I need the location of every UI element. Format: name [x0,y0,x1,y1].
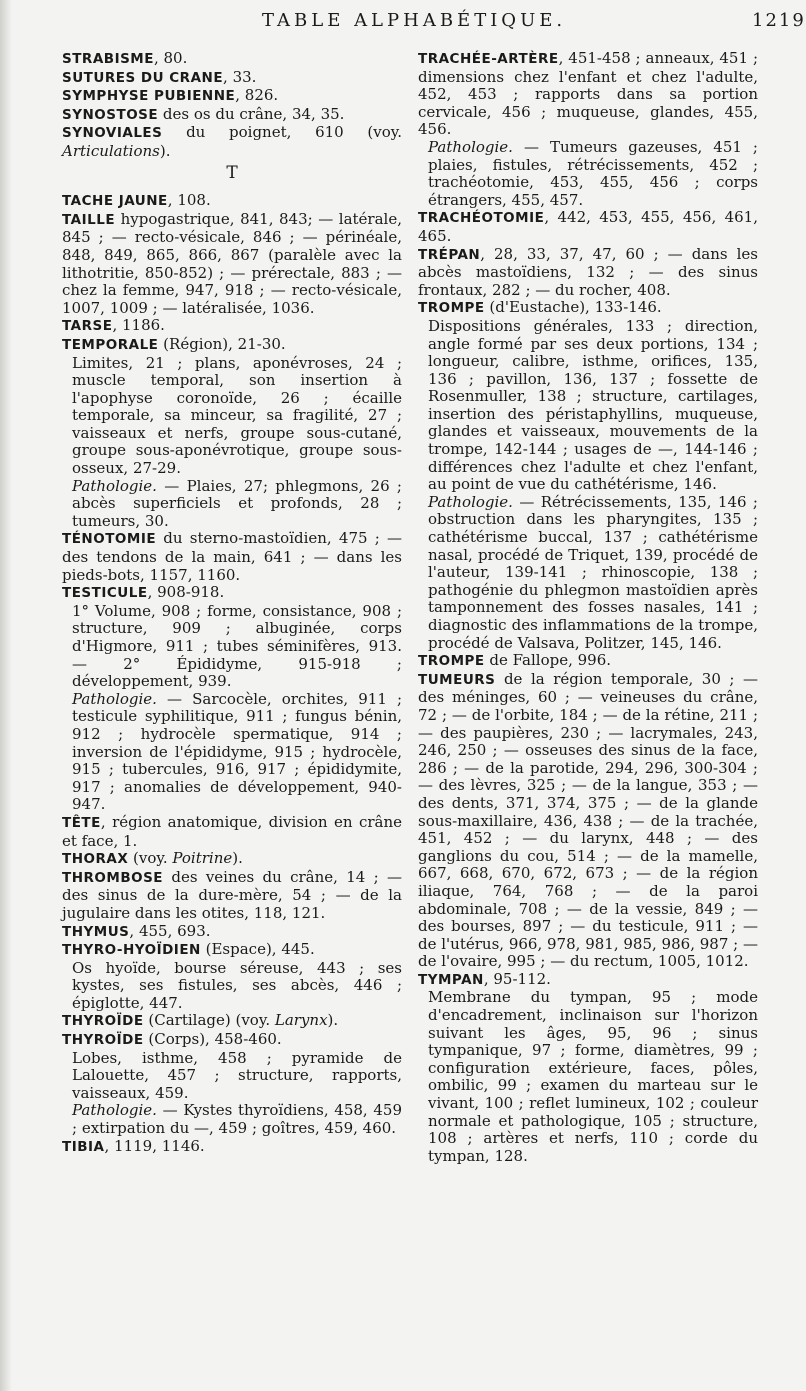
index-entry: STRABISME, 80. [62,49,188,67]
index-entry: THYROÏDE (Corps), 458-460. [62,1030,282,1049]
index-subentry: Dispositions générales, 133 ; direction, angle formé par ses deux portions, 134 ; longueur, calibre, isthme, orifices, 135, 136 ; pavillon, 136, 137 ; fossette de Rosenmuller, 138 ; structure, cartilages, insertion des péristaphyllins, muqueuse, glandes et vaisseaux, mouvements de la trompe, 142-144 ; usages de —, 144-146 ; différences chez l'adulte et chez l'enfant, au point de vue du cathétérisme, 146. [428,316,758,494]
index-subentry: Pathologie. — Kystes thyroïdiens, 458, 459 ; extirpation du —, 459 ; goîtres, 459, 460. [72,1101,402,1138]
index-entry: SYNOVIALES du poignet, 610 (voy. Articulations). [62,123,402,160]
cross-reference: Poitrine [172,849,233,868]
index-entry: THORAX (voy. Poitrine). [62,849,243,868]
index-entry: TRÉPAN, 28, 33, 37, 47, 60 ; — dans les abcès mastoïdiens, 132 ; — des sinus frontaux, 282 ; — du rocher, 408. [418,244,758,299]
running-title: TABLE ALPHABÉTIQUE. [262,10,567,31]
left-column [62,50,402,1156]
index-subentry: 1° Volume, 908 ; forme, consistance, 908 ; structure, 909 ; albuginée, corps d'Higmore, 911 ; tubes séminifères, 913. — 2° Épididyme, 915-918 ; développement, 939. [72,601,402,691]
index-subentry: Membrane du tympan, 95 ; mode d'encadrement, inclinaison sur l'horizon suivant les âges, 95, 96 ; sinus tympanique, 97 ; forme, diamètres, 99 ; configuration extérieure, faces, pôles, ombilic, 99 ; examen du marteau sur le vivant, 100 ; reflet lumineux, 102 ; couleur normale et pathologique, 105 ; structure, 108 ; artères et nerfs, 110 ; corde du tympan, 128. [428,988,758,1165]
index-entry: SYMPHYSE PUBIENNE, 826. [62,86,279,105]
index-subentry: Os hyoïde, bourse séreuse, 443 ; ses kystes, ses fistules, ses abcès, 446 ; épiglotte, 447. [72,958,402,1012]
index-subentry: Pathologie. — Plaies, 27; phlegmons, 26 ; abcès superficiels et profonds, 28 ; tumeurs, 30. [72,476,402,530]
right-column [418,50,758,1165]
index-entry: TAILLE hypogastrique, 841, 843; — latérale, 845 ; — recto-vésicale, 846 ; — périnéale, 848, 849, 865, 866, 867 (paralèle avec la lithotritie, 850-852) ; — prérectale, 883 ; — chez la femme, 947, 918 ; — recto-vésicale, 1007, 1009 ; — latéralisée, 1036. [62,209,402,317]
index-entry: TROMPE (d'Eustache), 133-146. [418,298,662,317]
page-number: 1219 [752,10,806,31]
index-entry: TUMEURS de la région temporale, 30 ; — des méninges, 60 ; — veineuses du crâne, 72 ; — de l'orbite, 184 ; — de la rétine, 211 ; — des paupières, 230 ; — lacrymales, 243, 246, 250 ; — osseuses des sinus de la face, 286 ; — de la parotide, 294, 296, 300-304 ; — des lèvres, 325 ; — de la langue, 353 ; — des dents, 371, 374, 375 ; — de la glande sous-maxillaire, 436, 438 ; — de la trachée, 451, 452 ; — du larynx, 448 ; — des ganglions du cou, 514 ; — de la mamelle, 667, 668, 670, 672, 673 ; — de la région iliaque, 764, 768 ; — de la paroi abdominale, 708 ; — de la vessie, 849 ; — des bourses, 897 ; — du testicule, 911 ; — de l'utérus, 966, 978, 981, 985, 986, 987 ; — de l'ovaire, 995 ; — du rectum, 1005, 1012. [418,669,758,971]
index-entry: SUTURES DU CRANE, 33. [62,67,257,86]
index-entry: TACHE JAUNE, 108. [62,191,211,210]
index-subentry: Limites, 21 ; plans, aponévroses, 24 ; muscle temporal, son insertion à l'apophyse coronoïde, 26 ; écaille temporale, sa minceur, sa fragilité, 27 ; vaisseaux et nerfs, groupe sous-cutané, groupe sous-aponévrotique, groupe sous-osseux, 27-29. [72,353,402,478]
index-entry: TRACHÉE-ARTÈRE, 451-458 ; anneaux, 451 ; dimensions chez l'enfant et chez l'adulte, 452, 453 ; rapports dans sa portion cervicale, 456 ; muqueuse, glandes, 455, 456. [418,49,758,139]
index-subentry: Lobes, isthme, 458 ; pyramide de Lalouette, 457 ; structure, rapports, vaisseaux, 459. [72,1048,402,1102]
index-subentry: Pathologie. — Sarcocèle, orchites, 911 ; testicule syphilitique, 911 ; fungus bénin, 912 ; hydrocèle spermatique, 914 ; inversion de l'épididyme, 915 ; hydrocèle, 915 ; tubercules, 916, 917 ; épididymite, 917 ; anomalies de développement, 940-947. [72,689,402,814]
page-edge-shadow [0,0,12,1391]
section-letter: T [226,162,238,183]
cross-reference: Articulations [62,141,160,160]
index-entry: TIBIA, 1119, 1146. [62,1136,205,1155]
index-entry: THYROÏDE (Cartilage) (voy. Larynx). [62,1011,339,1030]
index-entry: THYRO-HYOÏDIEN (Espace), 445. [62,940,315,959]
cross-reference: Larynx [274,1011,328,1030]
index-subentry: Pathologie. — Rétrécissements, 135, 146 ; obstruction dans les pharyngites, 135 ; cathétérisme buccal, 137 ; cathétérisme nasal, procédé de Triquet, 139, procédé de l'auteur, 139-141 ; rhinoscopie, 138 ; pathogénie du phlegmon mastoïdien après tamponnement des fosses nasales, 141 ; diagnostic des inflammations de la trompe, procédé de Valsava, Politzer, 145, 146. [428,492,758,652]
index-entry: TÉNOTOMIE du sterno-mastoïdien, 475 ; — des tendons de la main, 641 ; — dans les pieds-bots, 1157, 1160. [62,529,402,584]
index-entry: THROMBOSE des veines du crâne, 14 ; — des sinus de la dure-mère, 54 ; — de la jugulaire dans les otites, 118, 121. [62,867,402,922]
index-entry: TÊTE, région anatomique, division en crâne et face, 1. [62,812,402,850]
index-entry: TRACHÉOTOMIE, 442, 453, 455, 456, 461, 465. [418,208,758,245]
index-entry: SYNOSTOSE des os du crâne, 34, 35. [62,104,345,123]
index-entry: THYMUS, 455, 693. [62,921,211,940]
page-header [0,10,806,40]
index-entry: TROMPE de Fallope, 996. [418,651,612,670]
index-subentry: Pathologie. — Tumeurs gazeuses, 451 ; plaies, fistules, rétrécissements, 452 ; trachéotomie, 453, 455, 456 ; corps étrangers, 455, 457. [428,137,758,209]
index-entry: TESTICULE, 908-918. [62,583,225,602]
index-entry: TARSE, 1186. [62,316,165,335]
index-entry: TYMPAN, 95-112. [418,969,551,988]
index-entry: TEMPORALE (Région), 21-30. [62,334,286,353]
